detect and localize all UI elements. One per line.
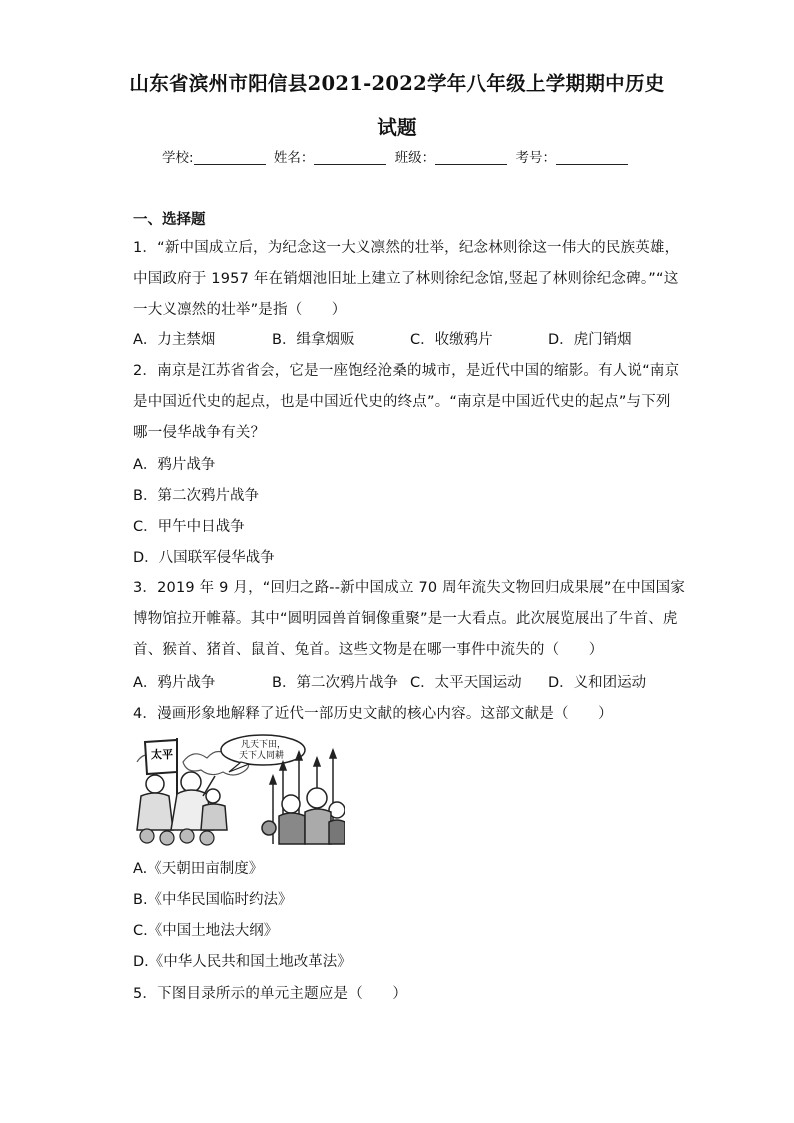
class-blank: [435, 150, 507, 165]
name-blank: [314, 150, 386, 165]
leader-figures: [137, 772, 227, 830]
q2-option-a[interactable]: A．鸦片战争: [133, 457, 216, 473]
q4-option-c[interactable]: C.《中国土地法大纲》: [133, 923, 279, 939]
exam-no-blank: [556, 150, 628, 165]
q2-option-b[interactable]: B．第二次鸦片战争: [133, 488, 259, 504]
q1-option-c[interactable]: C．收缴鸦片: [410, 332, 493, 348]
taiping-cartoon-image: [133, 732, 345, 846]
q3-option-d[interactable]: D．义和团运动: [548, 675, 647, 691]
q2-option-c[interactable]: C．甲午中日战争: [133, 519, 245, 535]
q1-text-line-2: 中国政府于 1957 年在销烟池旧址上建立了林则徐纪念馆,竖起了林则徐纪念碑。”“这: [133, 271, 679, 287]
class-label: 班级：: [394, 150, 436, 166]
q4-text-line-1: 4．漫画形象地解释了近代一部历史文献的核心内容。这部文献是（ ）: [133, 706, 613, 722]
flag-text: 太平: [151, 748, 173, 761]
exam-title-line-1: 山东省滨州市阳信县2021-2022学年八年级上学期期中历史: [129, 72, 665, 95]
q2-text-line-2: 是中国近代史的起点，也是中国近代史的终点”。“南京是中国近代史的起点”与下列: [133, 394, 671, 410]
q3-option-a[interactable]: A．鸦片战争: [133, 675, 216, 691]
q2-text-line-3: 哪一侵华战争有关？: [133, 425, 266, 441]
q4-option-d[interactable]: D.《中华人民共和国土地改革法》: [133, 954, 352, 970]
q3-text-line-1: 3．2019 年 9 月，“回归之路--新中国成立 70 周年流失文物回归成果展”在中国国家: [133, 580, 686, 596]
exam-no-label: 考号：: [515, 150, 556, 166]
q3-option-b[interactable]: B．第二次鸦片战争: [272, 675, 398, 691]
name-label: 姓名：: [273, 150, 315, 166]
school-blank: [194, 150, 266, 165]
q1-option-a[interactable]: A．力主禁烟: [133, 332, 216, 348]
speech-line-1: 凡天下田，: [241, 740, 287, 750]
speech-line-2: 天下人同耕: [239, 751, 285, 761]
exam-title-line-2: 试题: [377, 116, 417, 139]
peasant-crowd-left: [140, 829, 214, 845]
q3-option-c[interactable]: C．太平天国运动: [410, 675, 522, 691]
q2-option-d[interactable]: D．八国联军侵华战争: [133, 550, 275, 566]
q3-text-line-2: 博物馆拉开帷幕。其中“圆明园兽首铜像重聚”是一大看点。此次展览展出了牛首、虎: [133, 611, 678, 627]
q2-text-line-1: 2．南京是江苏省省会，它是一座饱经沧桑的城市，是近代中国的缩影。有人说“南京: [133, 363, 680, 379]
school-label: 学校:: [162, 150, 194, 166]
q1-option-b[interactable]: B．缉拿烟贩: [272, 332, 355, 348]
q4-option-a[interactable]: A.《天朝田亩制度》: [133, 861, 264, 877]
student-info-row: [0, 146, 794, 166]
speech-bubble: [221, 735, 305, 772]
q5-text-line-1: 5．下图目录所示的单元主题应是（ ）: [133, 986, 408, 1002]
q3-text-line-3: 首、猴首、猪首、鼠首、兔首。这些文物是在哪一事件中流失的（ ）: [133, 642, 604, 658]
q1-text-line-3: 一大义凛然的壮举”是指（ ）: [133, 302, 347, 318]
q1-option-d[interactable]: D．虎门销烟: [548, 332, 632, 348]
section-heading: 一、选择题: [133, 212, 206, 228]
q4-option-b[interactable]: B.《中华民国临时约法》: [133, 892, 293, 908]
q1-text-line-1: 1．“新中国成立后，为纪念这一大义凛然的壮举，纪念林则徐这一伟大的民族英雄，: [133, 240, 680, 256]
